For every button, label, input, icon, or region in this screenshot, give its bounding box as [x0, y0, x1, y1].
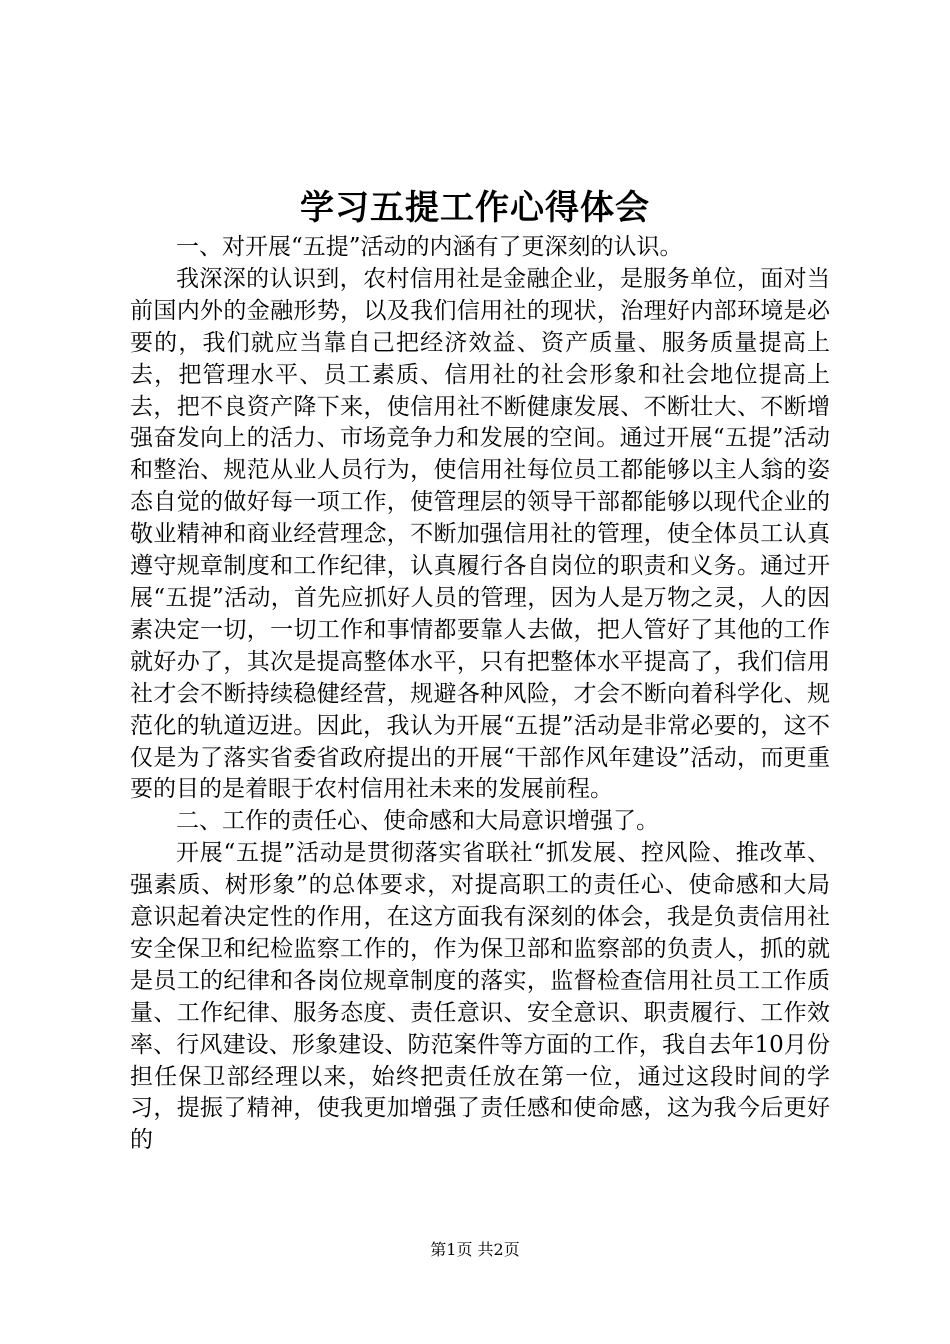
- section-heading-2: 二、工作的责任心、使命感和大局意识增强了。: [176, 808, 659, 835]
- document-title: 学习五提工作心得体会: [300, 188, 650, 228]
- document-body: [130, 232, 830, 1157]
- section-heading-1: 一、对开展“五提”活动的内涵有了更深刻的认识。: [176, 234, 683, 260]
- paragraph-2: 开展“五提”活动是贯彻落实省联社“抓发展、控风险、推改革、强素质、树形象”的总体要求，对提高职工的责任心、使命感和大局意识起着决定性的作用，在这方面我有深刻的体会，我是负责信用社安全保卫和纪检监察工作的，作为保卫部和监察部的负责人，抓的就是员工的纪律和各岗位规章制度的落实，监督检查信用社员工工作质量、工作纪律、服务态度、责任意识、安全意识、职责履行、工作效率、行风建设、形象建设、防范案件等方面的工作，我自去年10月份担任保卫部经理以来，始终把责任放在第一位，通过这段时间的学习，提振了精神，使我更加增强了责任感和使命感，这为我今后更好的: [130, 840, 830, 1154]
- paragraph-1: 我深深的认识到，农村信用社是金融企业，是服务单位，面对当前国内外的金融形势，以及我们信用社的现状，治理好内部环境是必要的，我们就应当靠自己把经济效益、资产质量、服务质量提高上去，把管理水平、员工素质、信用社的社会形象和社会地位提高上去，把不良资产降下来，使信用社不断健康发展、不断壮大、不断增强奋发向上的活力、市场竞争力和发展的空间。通过开展“五提”活动和整治、规范从业人员行为，使信用社每位员工都能够以主人翁的姿态自觉的做好每一项工作，使管理层的领导干部都能够以现代企业的敬业精神和商业经营理念，不断加强信用社的管理，使全体员工认真遵守规章制度和工作纪律，认真履行各自岗位的职责和义务。通过开展“五提”活动，首先应抓好人员的管理，因为人是万物之灵，人的因素决定一切，一切工作和事情都要靠人去做，把人管好了其他的工作就好办了，其次是提高整体水平，只有把整体水平提高了，我们信用社才会不断持续稳健经营，规避各种风险，才会不断向着科学化、规范化的轨道迈进。因此，我认为开展“五提”活动是非常必要的，这不仅是为了落实省委省政府提出的开展“干部作风年建设”活动，而更重要的目的是着眼于农村信用社未来的发展前程。: [130, 265, 830, 803]
- page-number-footer: 第1页 共2页: [430, 1240, 520, 1259]
